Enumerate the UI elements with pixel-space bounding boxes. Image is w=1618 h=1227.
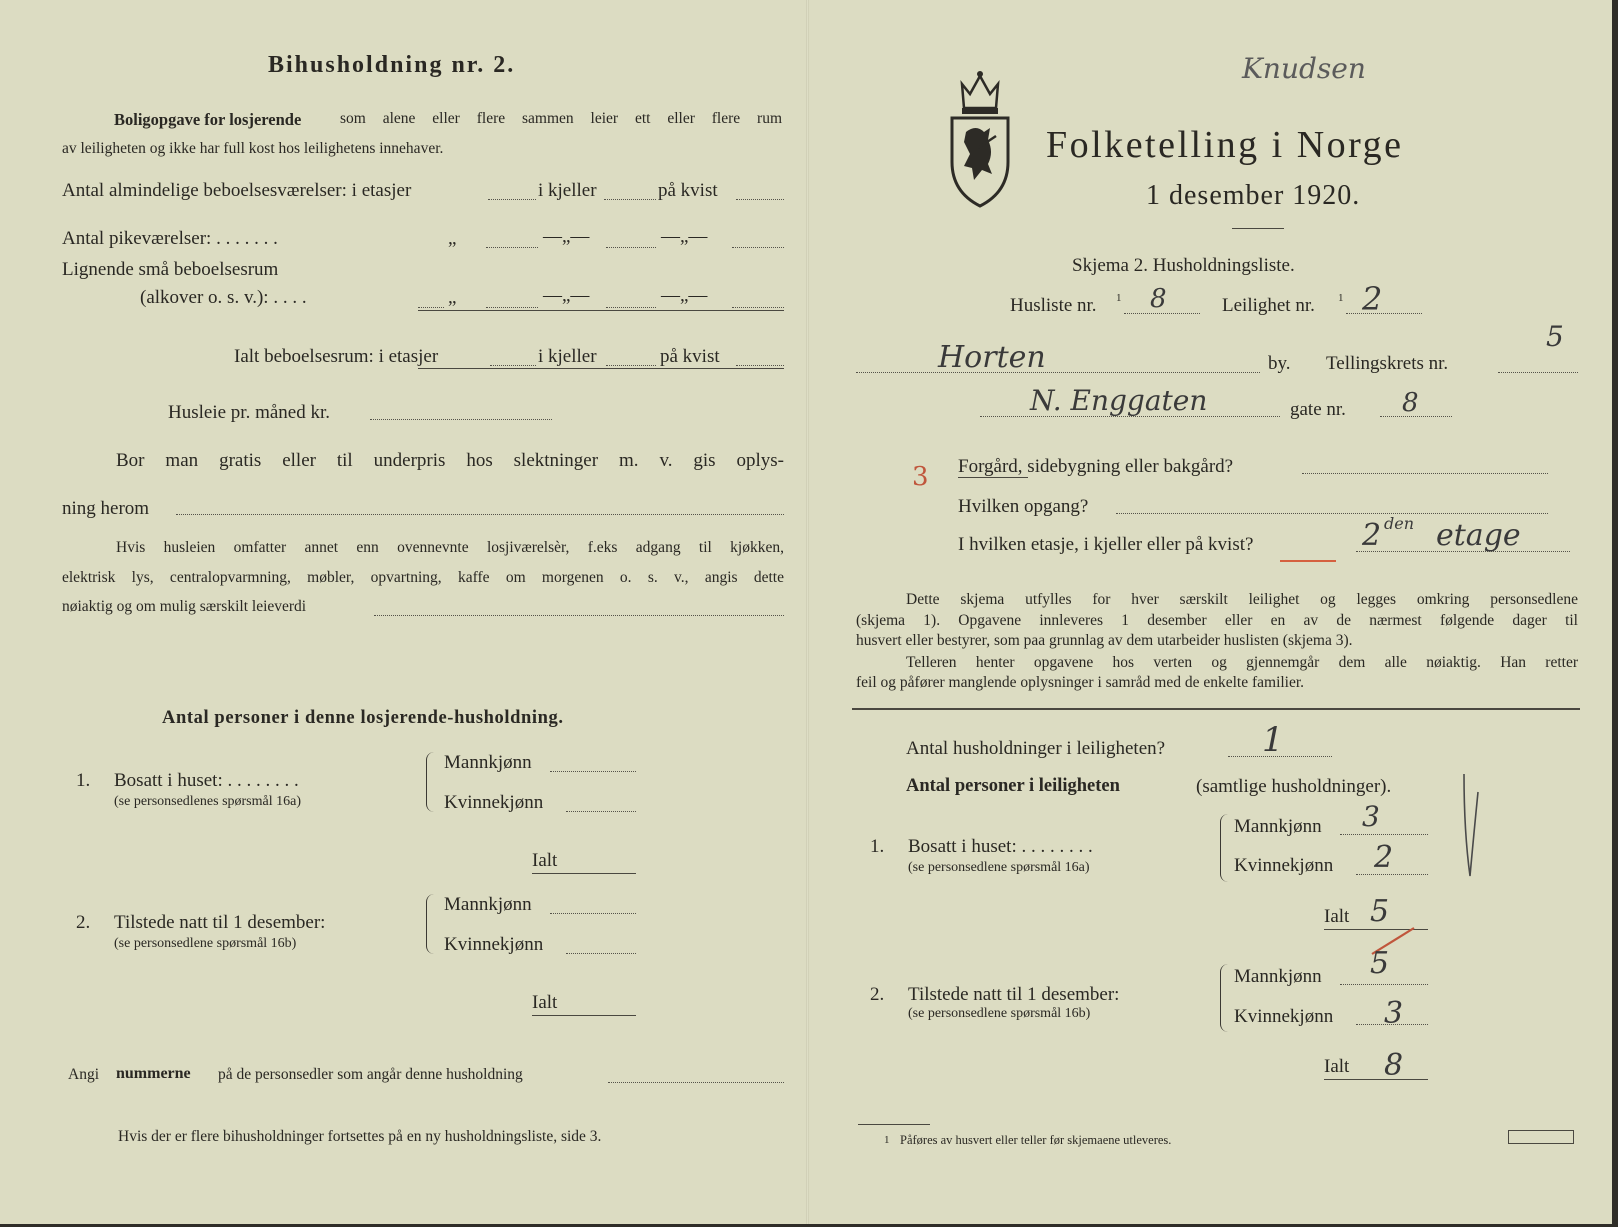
left-q2-kvinne-line [566,953,636,954]
left-q1-ialt-label: Ialt [532,850,558,871]
intro-rest: som alene eller flere sammen leier ett eller flere rum [340,110,782,127]
instructions-line-2: (skjema 1). Opgavene innleveres 1 desember eller en av de nærmest følgende dager til [856,612,1578,629]
left-q1-num: 1. [76,770,91,791]
small-rooms-label-1: Lignende små beboelsesrum [62,259,279,280]
left-q1-sub: (se personsedlenes spørsmål 16a) [114,794,302,809]
hw-q1-kvinne: 2 [1374,840,1394,875]
hw-krets-nr: 5 [1546,320,1564,353]
pike-line-3 [732,247,784,248]
hw-etasje-sup: den [1384,514,1415,533]
hvis-line [374,615,784,616]
city-line [856,372,1260,373]
intro-line2: av leiligheten og ikke har full kost hos leilighetens innehaver. [62,140,444,157]
right-q1-kvinne-label: Kvinnekjønn [1234,855,1334,876]
ialt-kvist-label: på kvist [660,346,720,367]
angi-bold: nummerne [116,1065,191,1082]
right-q1-label: Bosatt i huset: . . . . . . . . [908,836,1093,857]
left-q2-kvinne-label: Kvinnekjønn [444,934,544,955]
ialt-kjeller-label: i kjeller [538,346,597,367]
hw-leilighet-nr: 2 [1362,280,1383,318]
right-q1-num: 1. [870,836,885,857]
right-q2-mann-line [1340,984,1428,985]
footnote-number: 1 [884,1134,890,1146]
pike-line-2 [606,247,656,248]
leilighet-label: Leilighet nr. [1222,295,1315,316]
pike-ditto-2: —„— [543,226,590,247]
left-q1-mann-line [550,771,636,772]
hvis-line-3: nøiaktig og om mulig særskilt leieverdi [62,598,307,615]
ialt-rooms-label: Ialt beboelsesrum: i etasjer [234,346,439,367]
gratis-line [176,514,784,515]
left-q2-num: 2. [76,912,91,933]
rooms-kvist-line [736,199,784,200]
left-q1-ialt-rule [532,873,636,874]
pike-line-1 [486,247,538,248]
right-q2-num: 2. [870,984,885,1005]
etasje-label: I hvilken etasje, i kjeller eller på kvist? [958,534,1254,555]
antal-pers-rest: (samtlige husholdninger). [1196,776,1392,797]
krets-line [1498,372,1578,373]
hw-q2-mann: 5 [1370,946,1390,981]
left-q1-kvinne-label: Kvinnekjønn [444,792,544,813]
left-q1-mann-label: Mannkjønn [444,752,532,773]
left-q2-ialt-rule [532,1015,636,1016]
left-q1-label: Bosatt i huset: . . . . . . . . [114,770,299,791]
right-q2-sub: (se personsedlene spørsmål 16b) [908,1006,1091,1021]
printer-mark [1508,1130,1574,1144]
hw-name: Knudsen [1242,52,1366,85]
norwegian-lion-crest-icon [948,70,1012,210]
left-q2-mann-line [550,913,636,914]
hw-husholdninger: 1 [1262,720,1284,760]
pike-label: Antal pikeværelser: . . . . . . . [62,228,278,249]
hw-husliste-nr: 8 [1150,284,1167,314]
right-q2-label: Tilstede natt til 1 desember: [908,984,1120,1005]
left-q2-sub: (se personsedlene spørsmål 16b) [114,936,297,951]
left-persons-heading: Antal personer i denne losjerende-husholdning. [162,708,564,728]
small-rooms-sum-rule [418,310,784,311]
right-q2-ialt-label: Ialt [1324,1056,1350,1077]
left-q1-kvinne-line [566,811,636,812]
page-fold [806,0,809,1224]
gratis-line-2: ning herom [62,498,150,519]
husliste-label: Husliste nr. [1010,295,1097,316]
rooms-kjeller-label: i kjeller [538,180,597,201]
right-q1-sub: (se personsedlene spørsmål 16a) [908,860,1090,875]
forgard-label: Forgård, sidebygning eller bakgård? [958,456,1234,477]
instructions-line-5: feil og påfører manglende oplysninger i samråd med de enkelte familier. [856,674,1305,691]
section-divider [852,708,1580,710]
right-q2-mann-label: Mannkjønn [1234,966,1322,987]
right-q2-kvinne-label: Kvinnekjønn [1234,1006,1334,1027]
right-q1-mann-label: Mannkjønn [1234,816,1322,837]
antal-hush-label: Antal husholdninger i leiligheten? [906,738,1166,759]
left-q2-ialt-label: Ialt [532,992,558,1013]
rooms-label: Antal almindelige beboelsesværelser: i etasjer [62,180,412,201]
left-title: Bihusholdning nr. 2. [268,52,516,78]
hw-city: Horten [938,340,1046,375]
pencil-check-mark [1460,772,1482,882]
ialt-kvist-line [736,365,784,366]
hw-etasje-number: 2 [1362,518,1382,553]
kvist-red-underline [1280,560,1336,562]
instructions-line-1: Dette skjema utfylles for hver særskilt leilighet og legges omkring personsedlene [906,591,1578,608]
opgang-line [1116,513,1548,514]
husleie-label: Husleie pr. måned kr. [168,402,330,423]
hw-street: N. Enggaten [1030,384,1208,417]
hw-q2-kvinne: 3 [1384,996,1404,1031]
rooms-kjeller-line [604,199,656,200]
small-rooms-ditto-1: „ [448,287,457,308]
pike-ditto-3: —„— [661,226,708,247]
krets-label: Tellingskrets nr. [1326,353,1449,374]
opgang-label: Hvilken opgang? [958,496,1089,517]
footnote-rule [858,1124,930,1125]
left-q1-brace [426,752,435,812]
right-q2-ialt-rule [1324,1079,1428,1080]
rooms-kvist-label: på kvist [658,180,718,201]
gate-label: gate nr. [1290,399,1346,420]
ialt-rooms-rule [418,368,784,369]
forgard-underline [958,477,1028,478]
small-rooms-ditto-3: —„— [661,285,708,306]
instructions-line-4: Telleren henter opgavene hos verten og gjennemgår dem alle nøiaktig. Han retter [906,654,1578,671]
left-q2-label: Tilstede natt til 1 desember: [114,912,326,933]
hvis-line-1: Hvis husleien omfatter annet enn ovennevnte losjiværelsèr, f.eks adgang til kjøkken, [116,539,784,556]
small-rooms-ditto-2: —„— [543,285,590,306]
husliste-footnote-mark: 1 [1116,292,1122,304]
hw-q1-mann: 3 [1362,800,1380,833]
small-rooms-line-3 [732,307,784,308]
by-label: by. [1268,353,1291,374]
hw-gate-nr: 8 [1402,388,1419,418]
ialt-kjeller-line [606,365,656,366]
right-title: Folketelling i Norge [1046,124,1404,166]
small-rooms-line-1 [486,307,538,308]
right-q2-brace [1220,964,1229,1032]
schema-label: Skjema 2. Husholdningsliste. [1072,255,1295,276]
right-date: 1 desember 1920. [1146,180,1361,211]
small-rooms-line-0 [418,307,444,308]
rooms-etasjer-line [488,199,536,200]
small-rooms-label-2: (alkover o. s. v.): . . . . [140,287,307,308]
hw-q2-ialt: 8 [1384,1048,1404,1083]
husleie-line [370,419,552,420]
forgard-line [1302,473,1548,474]
right-q1-brace [1220,814,1229,882]
hvis-line-2: elektrisk lys, centralopvarmning, møbler, opvartning, kaffe om morgenen o. s. v., angis dette [62,569,784,586]
hw-q1-ialt: 5 [1370,894,1390,929]
left-q2-mann-label: Mannkjønn [444,894,532,915]
angi-line [608,1082,784,1083]
small-rooms-line-2 [606,307,656,308]
gratis-line-1: Bor man gratis eller til underpris hos slektninger m. v. gis oplys- [116,450,784,471]
antal-pers-bold: Antal personer i leiligheten [906,776,1120,796]
right-q1-mann-line [1340,834,1428,835]
angi-pre: Angi [68,1066,99,1083]
instructions-line-3: husvert eller bestyrer, som paa grunnlag av dem utarbeider huslisten (skjema 3). [856,632,1353,649]
left-footer: Hvis der er flere bihusholdninger fortsettes på en ny husholdningsliste, side 3. [118,1128,602,1145]
hw-red-mark: 3 [912,462,929,492]
hw-etasje-word: etage [1436,518,1521,553]
right-q1-ialt-label: Ialt [1324,906,1350,927]
leilighet-line [1346,313,1422,314]
left-q2-brace [426,894,435,954]
pike-ditto-1: „ [448,228,457,249]
angi-rest: på de personsedler som angår denne husholdning [218,1066,523,1083]
date-rule [1232,228,1284,229]
leilighet-footnote-mark: 1 [1338,292,1344,304]
ialt-etasjer-line [490,365,536,366]
intro-bold: Boligopgave for losjerende [114,110,302,129]
footnote-text: Påføres av husvert eller teller før skjemaene utleveres. [900,1133,1172,1147]
